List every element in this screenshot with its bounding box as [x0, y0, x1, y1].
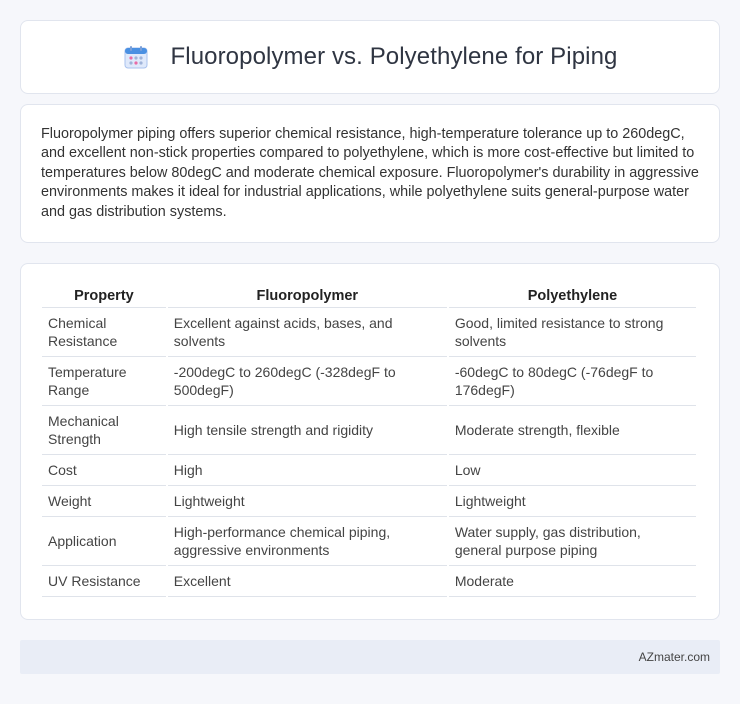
table-cell: High-performance chemical piping, aggressive environments	[168, 517, 447, 566]
table-cell: Mechanical Strength	[42, 406, 166, 455]
page-title: Fluoropolymer vs. Polyethylene for Piping	[170, 43, 618, 70]
table-cell: Low	[449, 455, 696, 486]
table-cell: High	[168, 455, 447, 486]
summary-text: Fluoropolymer piping offers superior chemical resistance, high-temperature tolerance up to 260degC, and excellent non-stick properties compared to polyethylene, which is more cost-effective but limited to temperatures below 80degC and moderate chemical exposure. Fluoropolymer's durability in aggressive environments makes it ideal for industrial applications, while polyethylene suits general-purpose water and gas distribution systems.	[41, 126, 699, 220]
title-wrap	[123, 43, 618, 71]
table-cell: Moderate	[449, 566, 696, 597]
calendar-icon	[123, 44, 149, 70]
table-cell: Application	[42, 517, 166, 566]
table-cell: Lightweight	[449, 486, 696, 517]
table-row	[42, 308, 696, 357]
footer-source[interactable]: AZmater.com	[638, 650, 710, 664]
table-cell: Cost	[42, 455, 166, 486]
table-row	[42, 455, 696, 486]
comparison-table	[40, 284, 698, 597]
table-cell: Water supply, gas distribution, general purpose piping	[449, 517, 696, 566]
table-cell: -200degC to 260degC (-328degF to 500degF)	[168, 357, 447, 406]
table-cell: -60degC to 80degC (-76degF to 176degF)	[449, 357, 696, 406]
footer	[20, 640, 720, 674]
column-header: Polyethylene	[449, 284, 696, 308]
table-row	[42, 486, 696, 517]
table-cell: Good, limited resistance to strong solvents	[449, 308, 696, 357]
column-header: Property	[42, 284, 166, 308]
table-row	[42, 517, 696, 566]
title-card	[20, 20, 720, 94]
table-row	[42, 566, 696, 597]
table-row	[42, 406, 696, 455]
table-cell: Chemical Resistance	[42, 308, 166, 357]
table-cell: UV Resistance	[42, 566, 166, 597]
table-row	[42, 357, 696, 406]
table-cell: High tensile strength and rigidity	[168, 406, 447, 455]
table-cell: Excellent against acids, bases, and solvents	[168, 308, 447, 357]
table-cell: Moderate strength, flexible	[449, 406, 696, 455]
table-cell: Lightweight	[168, 486, 447, 517]
table-cell: Weight	[42, 486, 166, 517]
summary-card	[20, 104, 720, 243]
table-header-row	[42, 284, 696, 308]
table-cell: Excellent	[168, 566, 447, 597]
table-card	[20, 263, 720, 620]
column-header: Fluoropolymer	[168, 284, 447, 308]
table-cell: Temperature Range	[42, 357, 166, 406]
